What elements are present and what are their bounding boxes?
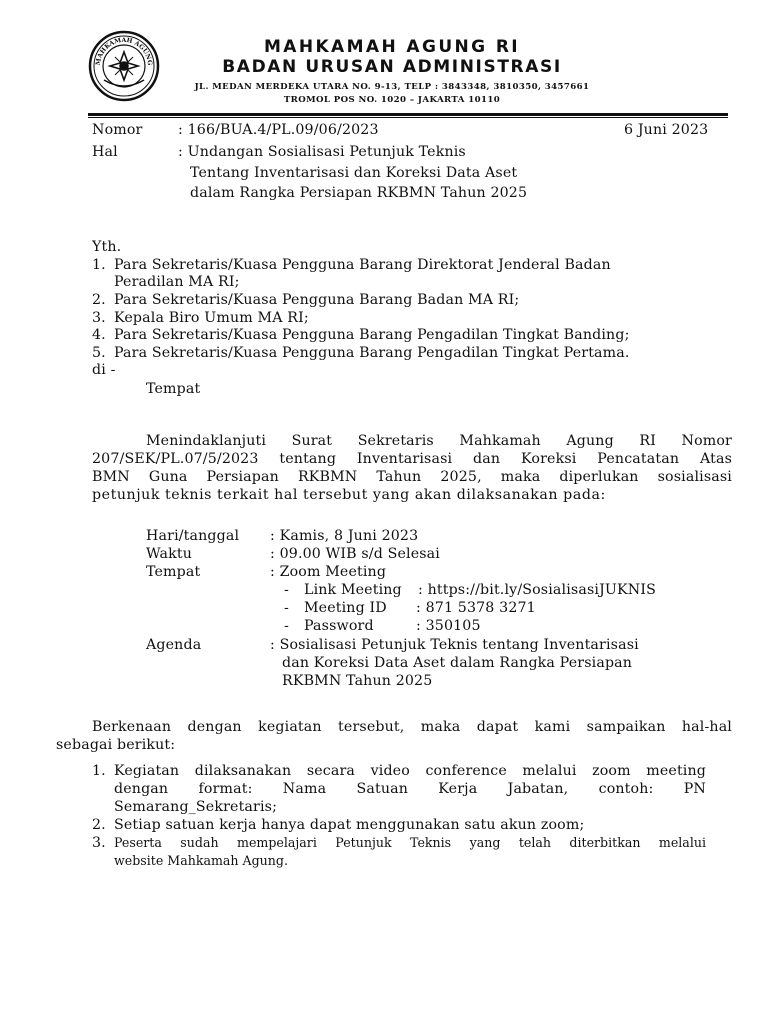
waktu-label: Waktu bbox=[146, 546, 192, 562]
list-number: 3. bbox=[92, 835, 106, 851]
recipient-number: 5. bbox=[92, 345, 106, 361]
paragraph-line: 207/SEK/PL.07/5/2023 tentang Inventarisasi dan Koreksi Pencatatan Atas bbox=[92, 451, 732, 467]
list-line: Kegiatan dilaksanakan secara video conference melalui zoom meeting bbox=[114, 763, 706, 779]
paragraph-line: BMN Guna Persiapan RKBMN Tahun 2025, maka diperlukan sosialisasi bbox=[92, 469, 732, 485]
zoom-link-value[interactable]: : https://bit.ly/SosialisasiJUKNIS bbox=[418, 582, 656, 598]
tempat-value: : Zoom Meeting bbox=[270, 564, 387, 580]
nomor-value: : 166/BUA.4/PL.09/06/2023 bbox=[178, 122, 379, 138]
recipient-number: 1. bbox=[92, 257, 106, 273]
recipient-line: Para Sekretaris/Kuasa Pengguna Barang Direktorat Jenderal Badan bbox=[114, 257, 611, 273]
agency-name: BADAN URUSAN ADMINISTRASI bbox=[222, 57, 562, 77]
recipient-number: 3. bbox=[92, 310, 106, 326]
mahkamah-agung-seal-logo bbox=[88, 30, 160, 102]
list-number: 2. bbox=[92, 817, 106, 833]
list-line: website Mahkamah Agung. bbox=[114, 853, 288, 868]
salutation: Yth. bbox=[92, 239, 122, 255]
letter-date: 6 Juni 2023 bbox=[624, 122, 709, 138]
hari-label: Hari/tanggal bbox=[146, 528, 240, 544]
meeting-id-value: : 871 5378 3271 bbox=[416, 600, 536, 616]
dash-bullet: - bbox=[284, 618, 289, 634]
po-box-line: TROMOL POS NO. 1020 – JAKARTA 10110 bbox=[283, 95, 501, 105]
di-line: di - bbox=[92, 362, 116, 378]
letterhead-rule-thin bbox=[88, 117, 728, 118]
hal-line: Tentang Inventarisasi dan Koreksi Data Aset bbox=[190, 165, 518, 181]
meeting-id-label: Meeting ID bbox=[304, 600, 387, 616]
agenda-label: Agenda bbox=[146, 637, 202, 653]
address-line: JL. MEDAN MERDEKA UTARA NO. 9-13, TELP : 3843348, 3810350, 3457661 bbox=[194, 82, 590, 92]
dash-bullet: - bbox=[284, 600, 289, 616]
tempat-line: Tempat bbox=[146, 381, 201, 397]
list-line: Semarang_Sekretaris; bbox=[114, 799, 278, 815]
recipient-line: Para Sekretaris/Kuasa Pengguna Barang Badan MA RI; bbox=[114, 292, 520, 308]
recipient-line: Peradilan MA RI; bbox=[114, 274, 240, 290]
list-line: dengan format: Nama Satuan Kerja Jabatan, contoh: PN bbox=[114, 781, 706, 797]
paragraph-line: sebagai berikut: bbox=[56, 737, 176, 753]
letterhead-rule-thick bbox=[88, 113, 728, 116]
svg-text:MAHKAMAH AGUNG: MAHKAMAH AGUNG bbox=[94, 36, 154, 66]
list-number: 1. bbox=[92, 763, 106, 779]
nomor-label: Nomor bbox=[92, 122, 143, 138]
recipient-line: Para Sekretaris/Kuasa Pengguna Barang Pengadilan Tingkat Pertama. bbox=[114, 345, 630, 361]
agenda-line: dan Koreksi Data Aset dalam Rangka Persiapan bbox=[282, 655, 633, 671]
paragraph-line: Berkenaan dengan kegiatan tersebut, maka dapat kami sampaikan hal-hal bbox=[92, 719, 732, 735]
hal-line: dalam Rangka Persiapan RKBMN Tahun 2025 bbox=[190, 185, 528, 201]
recipient-number: 2. bbox=[92, 292, 106, 308]
paragraph-line: Menindaklanjuti Surat Sekretaris Mahkamah Agung RI Nomor bbox=[146, 433, 732, 449]
paragraph-line: petunjuk teknis terkait hal tersebut yang akan dilaksanakan pada: bbox=[92, 487, 606, 503]
hari-value: : Kamis, 8 Juni 2023 bbox=[270, 528, 419, 544]
agenda-line: RKBMN Tahun 2025 bbox=[282, 673, 433, 689]
hal-label: Hal bbox=[92, 144, 118, 160]
recipient-number: 4. bbox=[92, 327, 106, 343]
list-line: Setiap satuan kerja hanya dapat menggunakan satu akun zoom; bbox=[114, 817, 585, 833]
list-line: Peserta sudah mempelajari Petunjuk Teknis yang telah diterbitkan melalui bbox=[114, 835, 706, 850]
password-value: : 350105 bbox=[416, 618, 481, 634]
tempat-label: Tempat bbox=[146, 564, 201, 580]
institution-name: MAHKAMAH AGUNG RI bbox=[263, 37, 521, 57]
zoom-link-label: Link Meeting bbox=[304, 582, 402, 598]
recipient-line: Kepala Biro Umum MA RI; bbox=[114, 310, 309, 326]
agenda-line: : Sosialisasi Petunjuk Teknis tentang Inventarisasi bbox=[270, 637, 639, 653]
dash-bullet: - bbox=[284, 582, 289, 598]
waktu-value: : 09.00 WIB s/d Selesai bbox=[270, 546, 440, 562]
recipient-line: Para Sekretaris/Kuasa Pengguna Barang Pengadilan Tingkat Banding; bbox=[114, 327, 630, 343]
hal-line: : Undangan Sosialisasi Petunjuk Teknis bbox=[178, 144, 466, 160]
password-label: Password bbox=[304, 618, 374, 634]
